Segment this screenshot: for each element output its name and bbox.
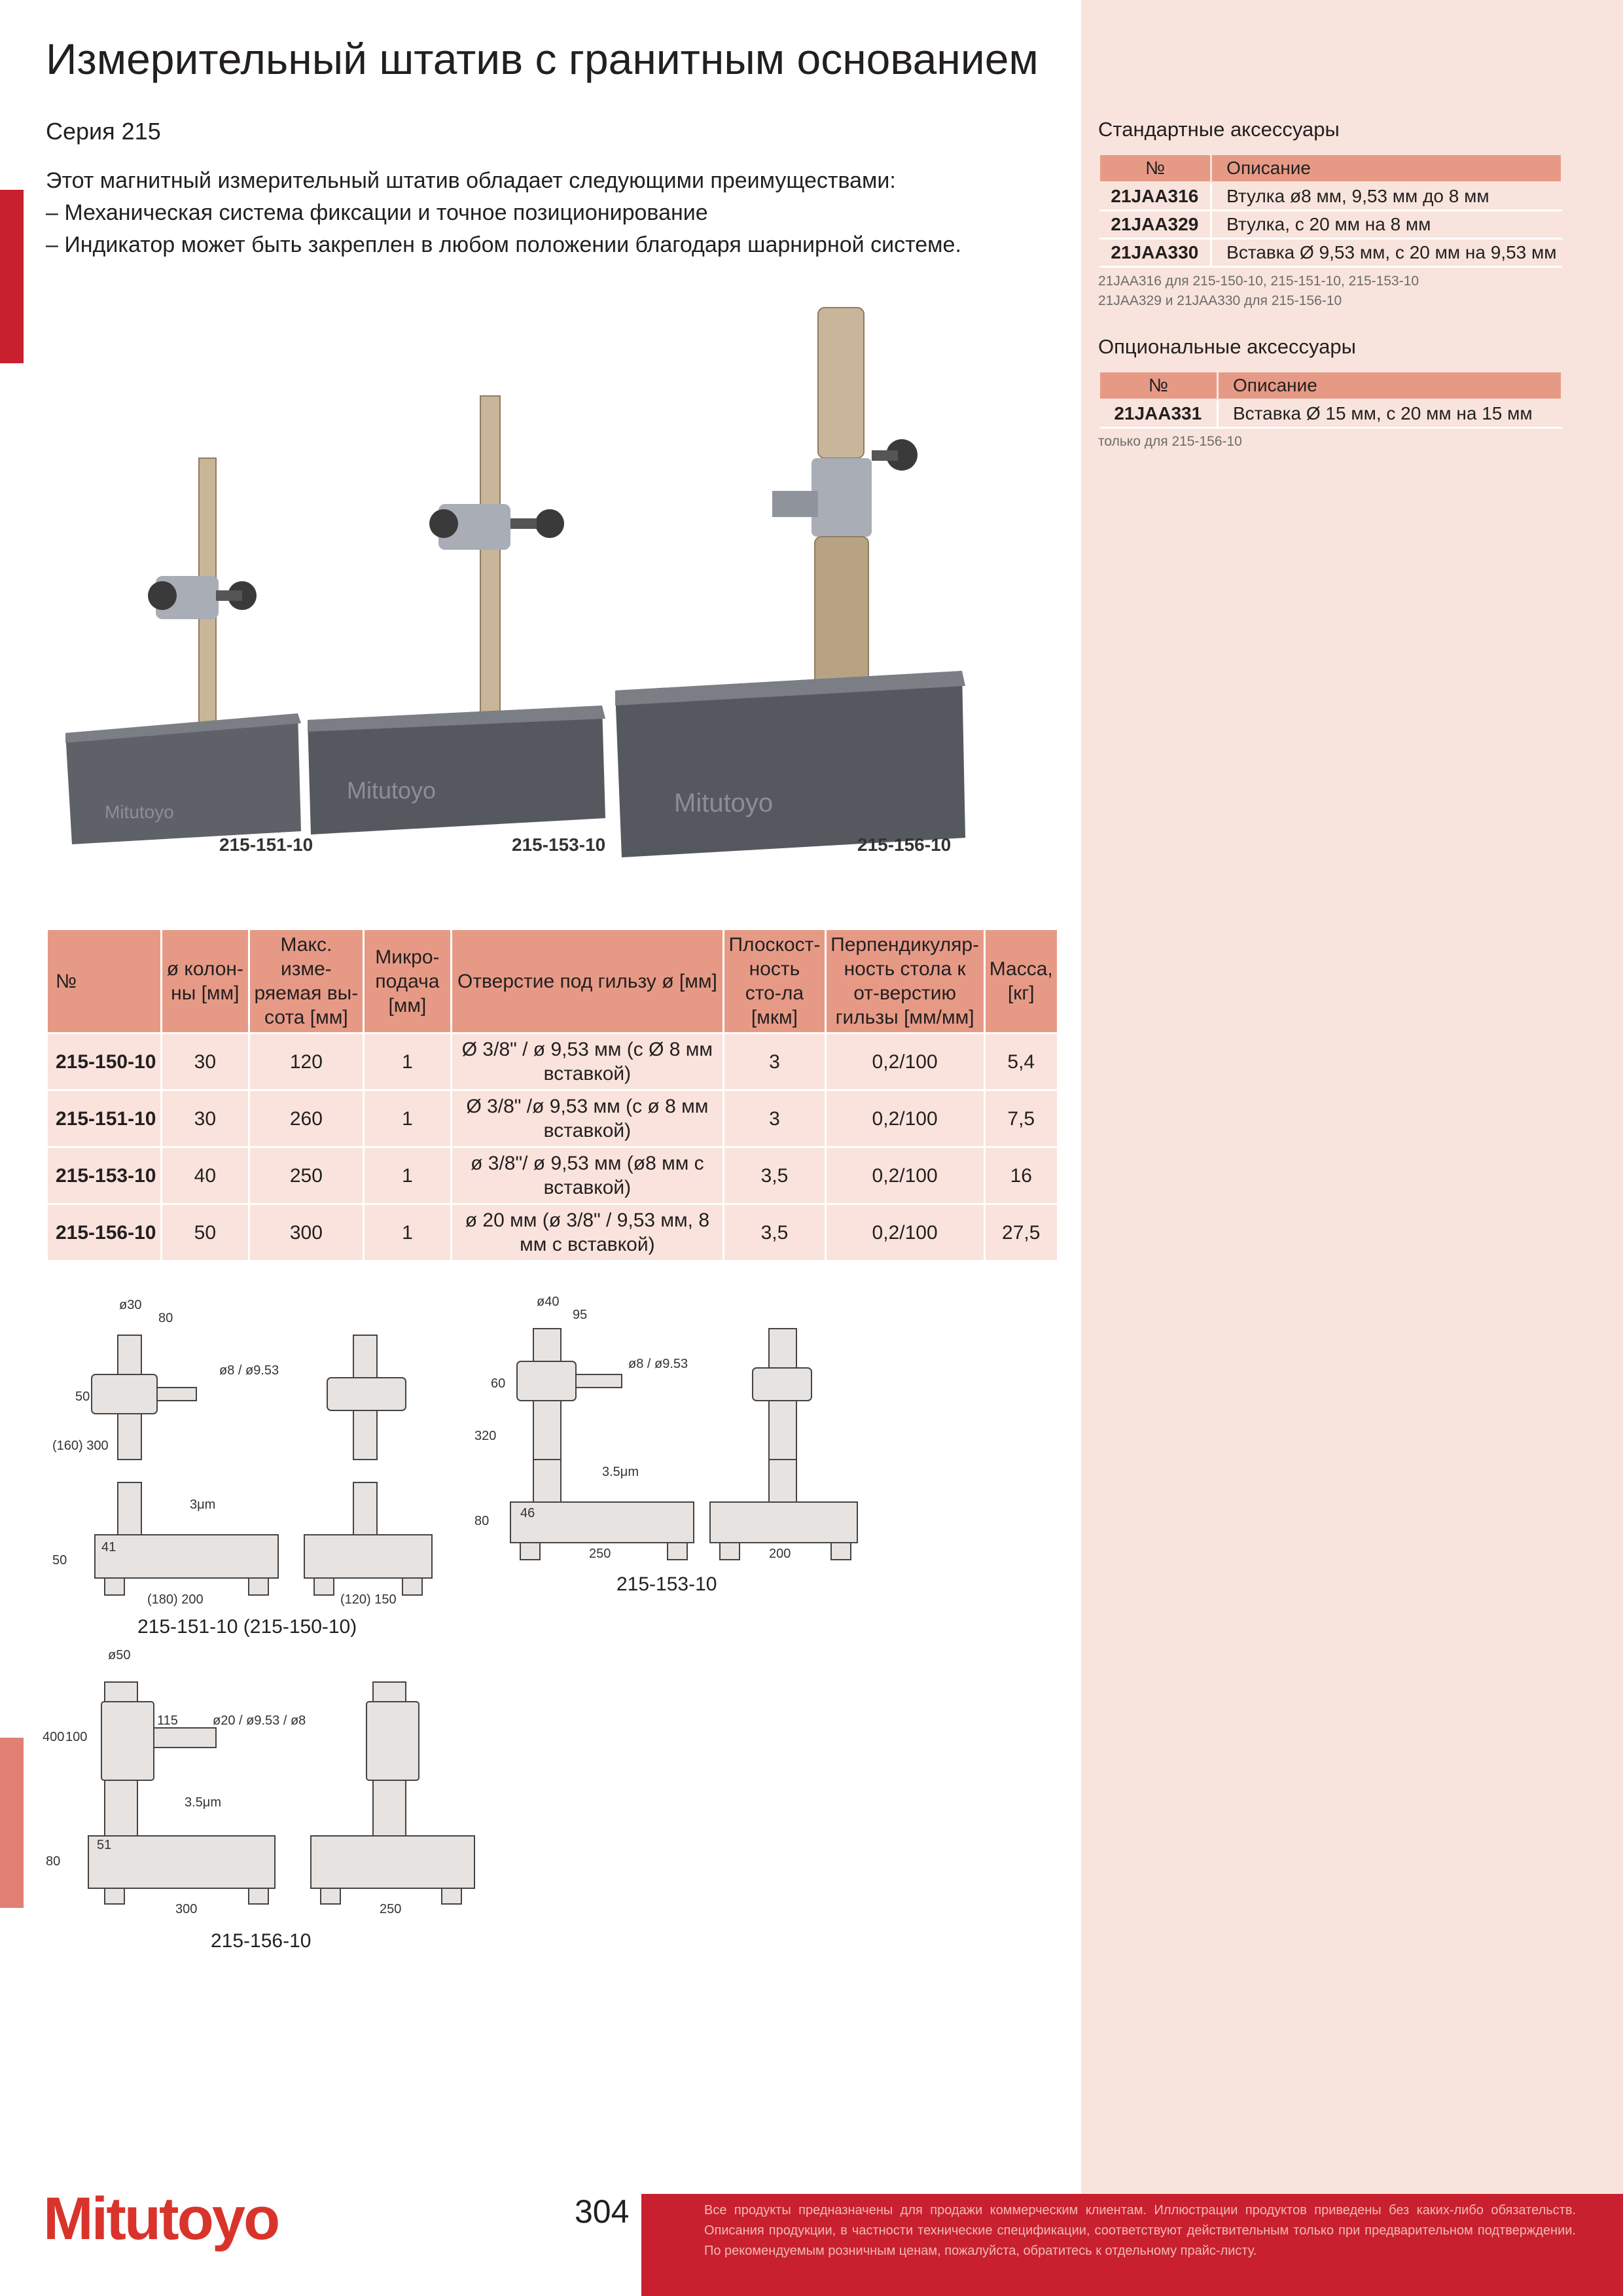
dimension-label: 80 xyxy=(474,1514,490,1528)
drawing-caption: 215-151-10 (215-150-10) xyxy=(137,1616,357,1638)
mitutoyo-logo: Mitutoyo xyxy=(43,2185,279,2252)
specification-table xyxy=(46,928,1059,1262)
drawing-caption: 215-153-10 xyxy=(616,1573,717,1595)
dimension-label: 3.5μm xyxy=(185,1795,221,1810)
dimension-label: ø8 / ø9.53 xyxy=(219,1363,279,1378)
table-row xyxy=(47,1204,1058,1261)
cell-mass: 16 xyxy=(984,1147,1058,1204)
cell-flatness: 3 xyxy=(724,1033,826,1090)
cell-no: 215-153-10 xyxy=(47,1147,162,1204)
cell-microfeed: 1 xyxy=(364,1204,451,1261)
photo-brand: Mitutoyo xyxy=(105,802,174,822)
accessory-row xyxy=(1099,400,1562,428)
accessory-no: 21JAA330 xyxy=(1099,239,1211,267)
cell-hole: Ø 3/8" /ø 9,53 мм (с ø 8 мм вставкой) xyxy=(451,1090,724,1147)
dimension-label: 41 xyxy=(101,1540,116,1554)
cell-no: 215-156-10 xyxy=(47,1204,162,1261)
cell-no: 215-150-10 xyxy=(47,1033,162,1090)
dimension-label: ø50 xyxy=(108,1648,131,1662)
optional-accessories-table xyxy=(1098,370,1563,429)
photo-label: 215-156-10 xyxy=(857,834,952,855)
intro-text xyxy=(46,165,961,261)
dimension-label: ø8 / ø9.53 xyxy=(628,1357,688,1371)
dimension-label: 250 xyxy=(589,1547,611,1561)
optional-accessories-notes xyxy=(1098,432,1242,452)
header-height: Макс. изме-ряемая вы-сота [мм] xyxy=(249,929,364,1033)
intro-line: – Индикатор может быть закреплен в любом положении благодаря шарнирной системе. xyxy=(46,232,961,257)
section-marker xyxy=(0,190,24,363)
table-row xyxy=(47,1090,1058,1147)
cell-height: 260 xyxy=(249,1090,364,1147)
stand-215-153-10 xyxy=(308,396,605,834)
stand-215-151-10 xyxy=(65,458,301,844)
dimension-label: ø40 xyxy=(537,1295,560,1309)
page-number: 304 xyxy=(575,2193,630,2230)
header-no: № xyxy=(1099,154,1211,183)
cell-hole: Ø 3/8" / ø 9,53 мм (с Ø 8 мм вставкой) xyxy=(451,1033,724,1090)
accessory-no: 21JAA329 xyxy=(1099,211,1211,239)
dimension-label: (160) 300 xyxy=(52,1439,109,1453)
page-title: Измерительный штатив с гранитным основанием xyxy=(46,35,1039,83)
cell-no: 215-151-10 xyxy=(47,1090,162,1147)
cell-perpendicularity: 0,2/100 xyxy=(825,1033,984,1090)
header-description: Описание xyxy=(1211,154,1562,183)
dimension-label: 400 xyxy=(43,1730,65,1744)
optional-accessories-title: Опциональные аксессуары xyxy=(1098,335,1356,358)
dimension-label: 80 xyxy=(158,1311,173,1325)
series-label: Серия 215 xyxy=(46,118,161,145)
dimension-label: 3.5μm xyxy=(602,1465,639,1479)
dimension-label: (120) 150 xyxy=(340,1592,397,1607)
cell-flatness: 3,5 xyxy=(724,1204,826,1261)
cell-height: 120 xyxy=(249,1033,364,1090)
standard-accessories-notes xyxy=(1098,272,1419,311)
accessory-note: только для 215-156-10 xyxy=(1098,434,1242,449)
dimension-label: 60 xyxy=(491,1376,506,1391)
accessory-note: 21JAA316 для 215-150-10, 215-151-10, 215-153-10 xyxy=(1098,274,1419,289)
cell-column: 30 xyxy=(162,1033,249,1090)
dimension-label: ø30 xyxy=(119,1298,142,1312)
intro-line: – Механическая система фиксации и точное позиционирование xyxy=(46,200,708,225)
cell-column: 30 xyxy=(162,1090,249,1147)
footer-disclaimer: Все продукты предназначены для продажи коммерческим клиентам. Иллюстрации продуктов приведены без каких-либо обязательств. Описания продукции, в частности технические спецификации, соответствуют действительным только при предварительном подтверждении. По рекомендуемым розничным ценам, пожалуйста, обратитесь к отдельному прайс-листу. xyxy=(704,2203,1576,2258)
accessories-header-row xyxy=(1099,372,1562,400)
dimension-label: 50 xyxy=(75,1390,90,1404)
table-header-row xyxy=(47,929,1058,1033)
dimension-label: 250 xyxy=(380,1902,402,1916)
dimension-label: 115 xyxy=(157,1713,178,1728)
photo-label: 215-153-10 xyxy=(512,834,606,855)
accessories-header-row xyxy=(1099,154,1562,183)
cell-column: 40 xyxy=(162,1147,249,1204)
dimension-label: 100 xyxy=(65,1730,88,1744)
photo-brand: Mitutoyo xyxy=(347,777,437,804)
header-column: ø колон-ны [мм] xyxy=(162,929,249,1033)
dimension-label: 46 xyxy=(520,1506,535,1520)
cell-perpendicularity: 0,2/100 xyxy=(825,1204,984,1261)
dimension-label: 200 xyxy=(769,1547,791,1561)
dimension-label: 300 xyxy=(175,1902,198,1916)
accessory-row xyxy=(1099,239,1562,267)
cell-perpendicularity: 0,2/100 xyxy=(825,1147,984,1204)
cell-mass: 7,5 xyxy=(984,1090,1058,1147)
accessory-row xyxy=(1099,183,1562,211)
cell-microfeed: 1 xyxy=(364,1033,451,1090)
dimension-label: 51 xyxy=(97,1838,112,1852)
photo-label: 215-151-10 xyxy=(219,834,313,855)
footer-disclaimer-band xyxy=(641,2194,1623,2296)
cell-perpendicularity: 0,2/100 xyxy=(825,1090,984,1147)
accessory-description: Втулка ø8 мм, 9,53 мм до 8 мм xyxy=(1211,183,1562,211)
intro-line: Этот магнитный измерительный штатив обладает следующими преимуществами: xyxy=(46,168,896,193)
header-microfeed: Микро-подача [мм] xyxy=(364,929,451,1033)
dimension-label: 95 xyxy=(573,1308,588,1322)
accessory-description: Вставка Ø 15 мм, с 20 мм на 15 мм xyxy=(1218,400,1562,428)
cell-mass: 5,4 xyxy=(984,1033,1058,1090)
standard-accessories-title: Стандартные аксессуары xyxy=(1098,118,1340,141)
header-flatness: Плоскост-ность сто-ла [мкм] xyxy=(724,929,826,1033)
cell-column: 50 xyxy=(162,1204,249,1261)
dimension-label: 320 xyxy=(474,1429,497,1443)
drawing-caption: 215-156-10 xyxy=(211,1930,312,1952)
cell-height: 300 xyxy=(249,1204,364,1261)
dimension-label: 50 xyxy=(52,1553,67,1568)
table-row xyxy=(47,1033,1058,1090)
standard-accessories-table xyxy=(1098,153,1563,268)
header-description: Описание xyxy=(1218,372,1562,400)
stand-215-156-10 xyxy=(615,308,965,857)
cell-microfeed: 1 xyxy=(364,1090,451,1147)
accessory-note: 21JAA329 и 21JAA330 для 215-156-10 xyxy=(1098,293,1342,308)
cell-height: 250 xyxy=(249,1147,364,1204)
header-no: № xyxy=(1099,372,1218,400)
header-mass: Масса, [кг] xyxy=(984,929,1058,1033)
dimension-label: 3μm xyxy=(190,1498,216,1512)
cell-microfeed: 1 xyxy=(364,1147,451,1204)
section-marker-secondary xyxy=(0,1738,24,1908)
dimension-label: ø20 / ø9.53 / ø8 xyxy=(213,1713,306,1728)
dimension-label: 80 xyxy=(46,1854,61,1869)
dimension-label: (180) 200 xyxy=(147,1592,204,1607)
cell-flatness: 3 xyxy=(724,1090,826,1147)
header-no: № xyxy=(47,929,162,1033)
accessory-no: 21JAA316 xyxy=(1099,183,1211,211)
accessory-description: Втулка, с 20 мм на 8 мм xyxy=(1211,211,1562,239)
cell-flatness: 3,5 xyxy=(724,1147,826,1204)
accessory-row xyxy=(1099,211,1562,239)
accessory-description: Вставка Ø 9,53 мм, с 20 мм на 9,53 мм xyxy=(1211,239,1562,267)
header-hole: Отверстие под гильзу ø [мм] xyxy=(451,929,724,1033)
photo-brand: Mitutoyo xyxy=(674,789,774,817)
cell-hole: ø 20 мм (ø 3/8" / 9,53 мм, 8 мм с вставкой) xyxy=(451,1204,724,1261)
table-row xyxy=(47,1147,1058,1204)
accessory-no: 21JAA331 xyxy=(1099,400,1218,428)
technical-drawings xyxy=(39,1283,890,1964)
cell-mass: 27,5 xyxy=(984,1204,1058,1261)
header-perpendicularity: Перпендикуляр-ность стола к от-верстию гильзы [мм/мм] xyxy=(825,929,984,1033)
cell-hole: ø 3/8"/ ø 9,53 мм (ø8 мм с вставкой) xyxy=(451,1147,724,1204)
product-photo xyxy=(46,295,969,884)
